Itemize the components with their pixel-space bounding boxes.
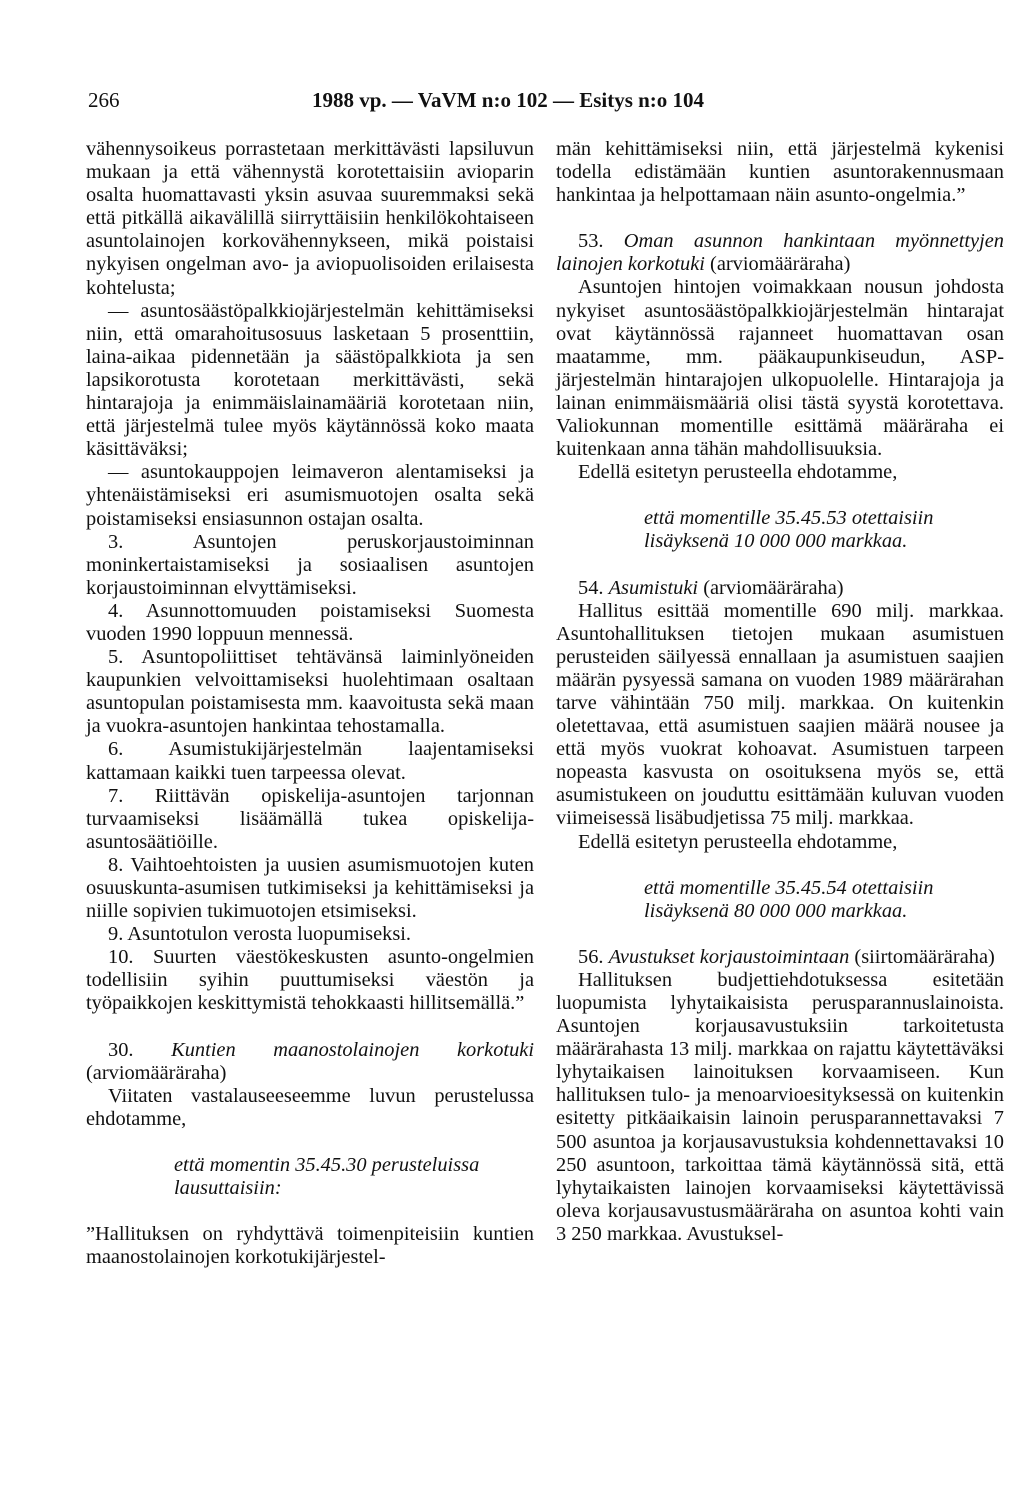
section-54-number: 54. — [578, 576, 609, 599]
right-column — [556, 138, 1004, 1246]
running-head-title: 1988 vp. — VaVM n:o 102 — Esitys n:o 104 — [312, 88, 705, 112]
section-30-motion: että momentin 35.45.30 perusteluissa lausuttaisiin: — [174, 1153, 480, 1200]
section-30-number: 30. — [108, 1038, 172, 1061]
running-header — [88, 88, 968, 118]
section-54-title: Asumistuki — [608, 576, 699, 599]
section-56-heading — [556, 946, 1004, 969]
list-item-6: 6. Asumistukijärjestelmän laajentamiseksi kattamaan kaikki tuen tarpeessa olevat. — [86, 738, 534, 784]
paragraph-continuation: män kehittämiseksi niin, että järjestelmä kykenisi todella edistämään kuntien asuntorakennusmaan hankintaa ja helpottamaan näin asunto-ongelmia.” — [556, 138, 1004, 207]
section-53-number: 53. — [578, 230, 624, 253]
list-dash-asp: — asuntosäästöpalkkiojärjestelmän kehittämiseksi niin, että omarahoitusosuus lasketaan 5 prosenttiin, laina-aikaa pidennetään ja säästöpalkkiota ja sen lapsikorotusta korotetaan merkittävästi, sekä hintarajoja ja enimmäislainamääriä korotetaan niin, että järjestelmä tulee myös käytännössä koko maata käsittäväksi; — [86, 299, 534, 461]
section-53-type: (arviomääräraha) — [704, 253, 851, 276]
list-item-4: 4. Asunnottomuuden poistamiseksi Suomesta vuoden 1990 loppuun mennessä. — [86, 599, 534, 645]
section-54-type: (arviomääräraha) — [698, 576, 844, 599]
paragraph-intro: vähennysoikeus porrastetaan merkittävästi lapsiluvun mukaan ja että vähennystä korotettaisiin avioparin osalta huomattavasti yksin asuvaa suuremmaksi sekä että pitkällä aikavälillä siirryttäisiin henkilökohtaiseen asuntolainojen korkovähennykseen, mikä poistaisi nykyisen ongelman avo- ja aviopuolisoiden erilaisesta kohtelusta; — [86, 138, 534, 299]
section-53-heading — [556, 230, 1004, 276]
section-30-heading — [86, 1039, 534, 1085]
section-54-lead: Edellä esitetyn perusteella ehdotamme, — [578, 830, 898, 853]
list-dash-leimavero: — asuntokauppojen leimaveron alentamiseksi ja yhtenäistämiseksi eri asumismuotojen osalta sekä poistamiseksi ensiasunnon ostajan osalta. — [86, 461, 534, 530]
list-item-3: 3. Asuntojen peruskorjaustoiminnan moninkertaistamiseksi ja sosiaalisen asuntojen korjaustoiminnan elvyttämiseksi. — [86, 530, 534, 599]
section-30-body: Viitaten vastalauseeseemme luvun perustelussa ehdotamme, — [86, 1084, 534, 1130]
list-item-5: 5. Asuntopoliittiset tehtävänsä laiminlyöneiden kaupunkien velvoittamiseksi huolehtimaan osaltaan asuntopulan poistamisesta mm. kaavoitusta sekä maan ja vuokra-asuntojen hankintaa tehostamalla. — [86, 646, 534, 738]
section-54-heading — [556, 577, 1004, 600]
list-item-9: 9. Asuntotulon verosta luopumiseksi. — [108, 923, 412, 946]
section-56-body: Hallituksen budjettiehdotuksessa esitetään luopumista lyhytaikaisista perusparannuslainoista. Asuntojen korjausavustuksiin tarkoitetusta määrärahasta 13 milj. markkaa on rajattu käytettäväksi lyhytaikaisen lainoituksen korvaamiseen. Kun hallituksen tulo- ja menoarvioesityksessä on kuitenkin esitetty pitkäaikaisin lainoin perusparannettavaksi 7 500 asuntoa ja korjausavustuksia kohdennettavaksi 10 250 asuntoon, tarkoittaa tämä käytännössä sitä, että lyhytaikaisten lainojen korvaamiseksi käytettävissä oleva korjausavustusmääräraha on asuntoa kohti vain 3 250 markkaa. Avustuksel- — [556, 968, 1004, 1245]
section-54-body: Hallitus esittää momentille 690 milj. markkaa. Asuntohallituksen tietojen mukaan asumistuen perusteiden säilyessä ennallaan ja asumistuen saajien määrän pysyessä samana on vuoden 1989 määrärahan tarve vähintään 750 milj. markkaa. On kuitenkin oletettavaa, että asumistuen saajien määrä nousee ja että myös vuokrat kohoavat. Asumistuen tarpeen nopeasta kasvusta on osoituksena myös se, että asumistukeen on jouduttu esittämään kuluvan vuoden viimeisessä lisäbudjetissa 75 milj. markkaa. — [556, 599, 1004, 830]
list-item-10: 10. Suurten väestökeskusten asunto-ongelmien todellisiin syihin puuttumiseksi väestön ja työpaikkojen keskittymistä tehokkaasti hillitsemällä.” — [86, 946, 534, 1015]
section-53-title: Oman asunnon hankintaan myönnettyjen lainojen korkotuki — [556, 230, 1004, 276]
section-30-type: (arviomääräraha) — [86, 1061, 227, 1084]
section-30-title: Kuntien maanostolainojen korkotuki — [171, 1038, 534, 1061]
page-number: 266 — [88, 88, 120, 112]
section-56-title: Avustukset korjaustoimintaan — [608, 945, 850, 968]
section-53-lead: Edellä esitetyn perusteella ehdotamme, — [578, 461, 898, 484]
section-30-quote: ”Hallituksen on ryhdyttävä toimenpiteisiin kuntien maanostolainojen korkotukijärjestel- — [86, 1223, 534, 1269]
section-54-motion: että momentille 35.45.54 otettaisiin lisäyksenä 80 000 000 markkaa. — [644, 876, 934, 922]
section-53-motion: että momentille 35.45.53 otettaisiin lisäyksenä 10 000 000 markkaa. — [644, 507, 934, 553]
section-53-body: Asuntojen hintojen voimakkaan nousun johdosta nykyiset asuntosäästöpalkkiojärjestelmän hintarajat ovat käytännössä rajanneet huomattavan osan maatamme, mm. pääkaupunkiseudun, ASP-järjestelmän hintarajojen ulkopuolelle. Hintarajoja ja lainan enimmäismääriä olisi tästä syystä korotettava. Valiokunnan momentille esittämä määräraha ei kuitenkaan anna tähän mahdollisuuksia. — [556, 276, 1004, 461]
section-56-type: (siirtomääräraha) — [849, 945, 995, 968]
list-item-7: 7. Riittävän opiskelija-asuntojen tarjonnan turvaamiseksi lisäämällä tukea opiskelija-asuntosäätiöille. — [86, 784, 534, 853]
left-column — [86, 138, 534, 1269]
section-56-number: 56. — [578, 945, 609, 968]
list-item-8: 8. Vaihtoehtoisten ja uusien asumismuotojen kuten osuuskunta-asumisen tutkimiseksi ja kehittämiseksi ja niille sopivien tukimuotojen etsimiseksi. — [86, 853, 534, 923]
